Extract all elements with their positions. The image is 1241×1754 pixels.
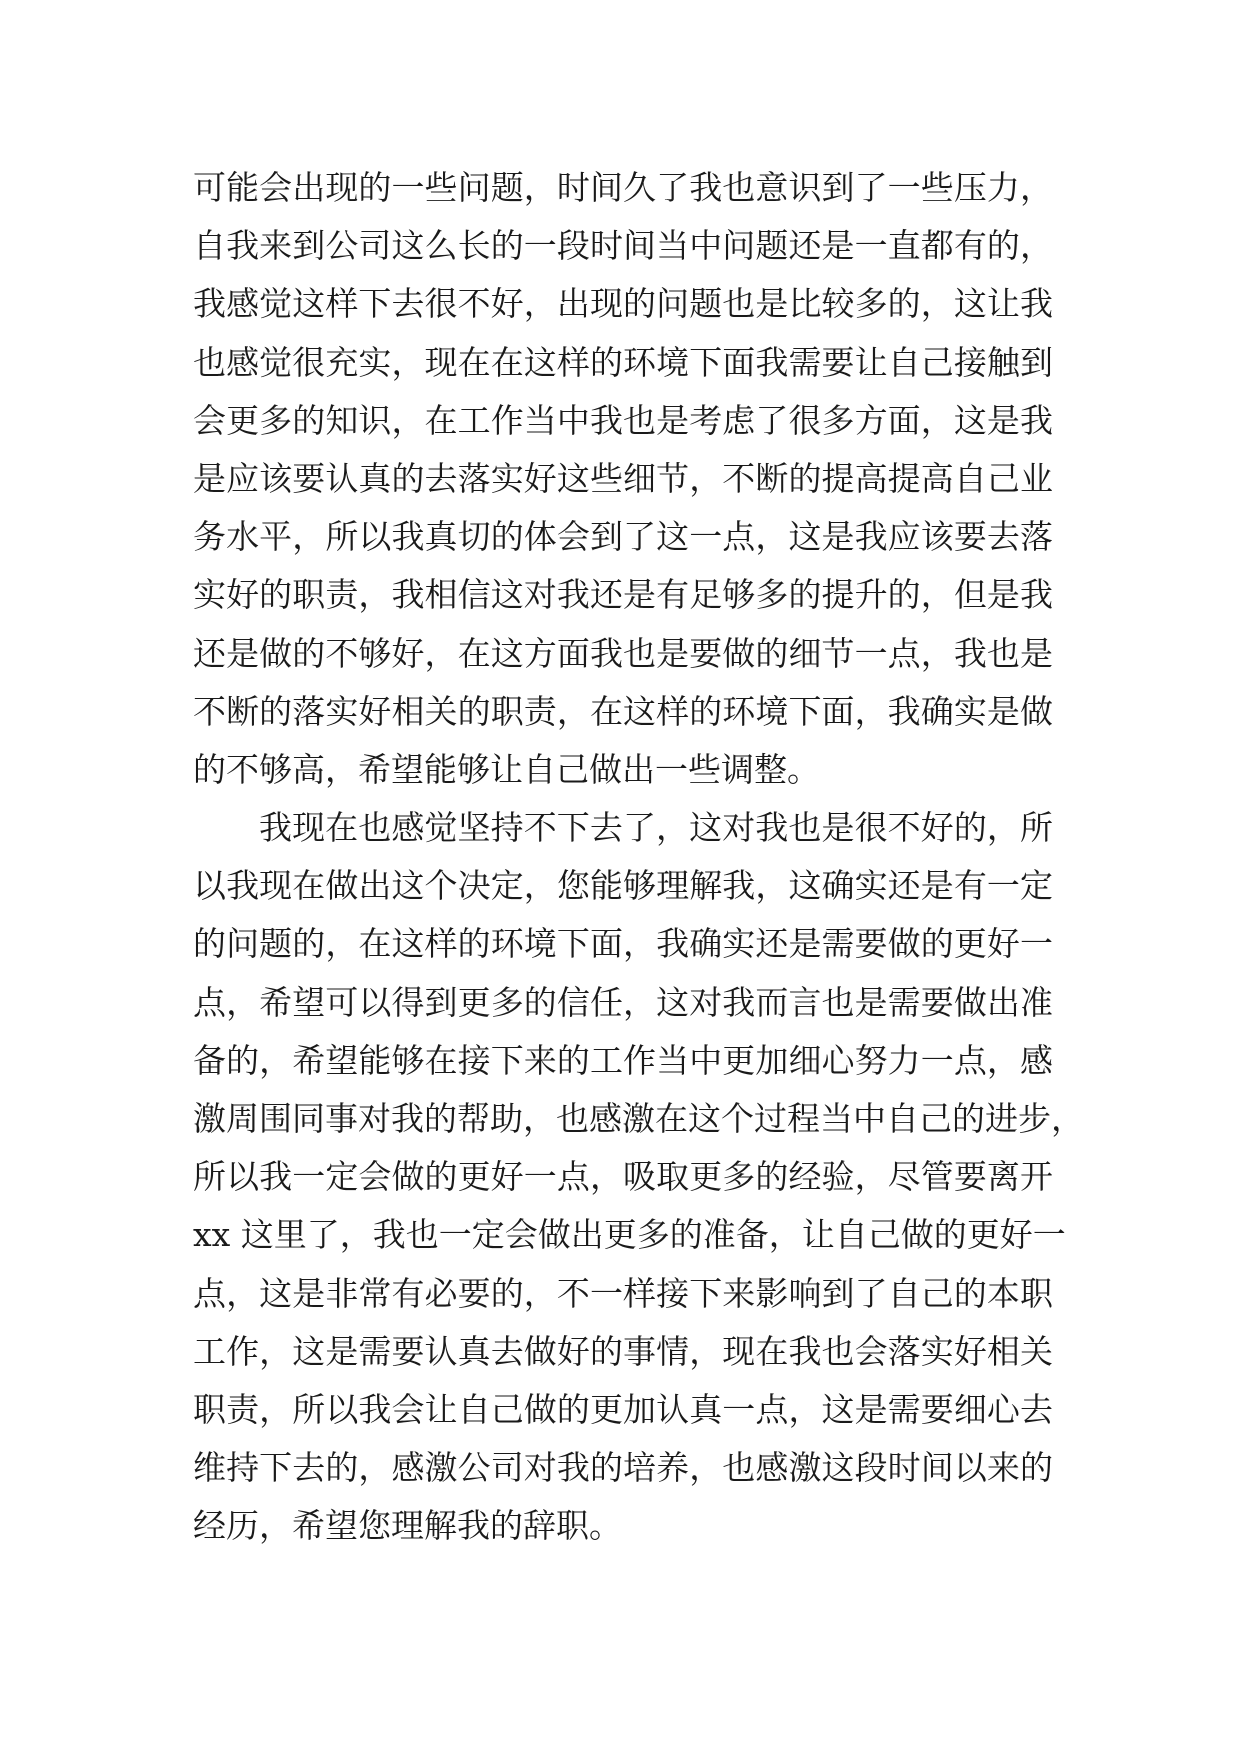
paragraph-1-line-5: 会更多的知识，在工作当中我也是考虑了很多方面，这是我	[193, 400, 1053, 440]
paragraph-2-line-6: 激周围同事对我的帮助，也感激在这个过程当中自己的进步，	[193, 1099, 1084, 1138]
paragraph-2-line-12: 维持下去的，感激公司对我的培养，也感激这段时间以来的	[193, 1448, 1053, 1488]
paragraph-1-line-8: 实好的职责，我相信这对我还是有足够多的提升的，但是我	[193, 575, 1053, 615]
paragraph-2-line-5: 备的，希望能够在接下来的工作当中更加细心努力一点，感	[193, 1040, 1053, 1080]
document-body	[193, 159, 1084, 1556]
paragraph-1-line-1: 可能会出现的一些问题，时间久了我也意识到了一些压力，	[193, 168, 1053, 207]
paragraph-2-line-13: 经历，希望您理解我的辞职。	[193, 1506, 622, 1546]
paragraph-1-line-11: 的不够高，希望能够让自己做出一些调整。	[193, 749, 820, 789]
paragraph-2-line-9: 点，这是非常有必要的，不一样接下来影响到了自己的本职	[193, 1273, 1053, 1313]
paragraph-2-line-8: xx 这里了，我也一定会做出更多的准备，让自己做的更好一	[193, 1215, 1066, 1255]
paragraph-2-line-2: 以我现在做出这个决定，您能够理解我，这确实还是有一定	[193, 866, 1053, 906]
paragraph-1-line-3: 我感觉这样下去很不好，出现的问题也是比较多的，这让我	[193, 284, 1053, 324]
paragraph-1-line-7: 务水平，所以我真切的体会到了这一点，这是我应该要去落	[193, 517, 1053, 557]
paragraph-1-line-10: 不断的落实好相关的职责，在这样的环境下面，我确实是做	[193, 691, 1053, 731]
paragraph-1-line-6: 是应该要认真的去落实好这些细节，不断的提高提高自己业	[193, 458, 1053, 498]
paragraph-2-line-11: 职责，所以我会让自己做的更加认真一点，这是需要细心去	[193, 1389, 1053, 1429]
paragraph-2-line-4: 点，希望可以得到更多的信任，这对我而言也是需要做出准	[193, 982, 1053, 1022]
paragraph-2-line-10: 工作，这是需要认真去做好的事情，现在我也会落实好相关	[193, 1331, 1053, 1371]
paragraph-1-line-2: 自我来到公司这么长的一段时间当中问题还是一直都有的，	[193, 226, 1053, 266]
paragraph-2-line-7: 所以我一定会做的更好一点，吸取更多的经验，尽管要离开	[193, 1157, 1053, 1197]
paragraph-1-line-9: 还是做的不够好，在这方面我也是要做的细节一点，我也是	[193, 633, 1053, 673]
paragraph-1-line-4: 也感觉很充实，现在在这样的环境下面我需要让自己接触到	[193, 342, 1053, 382]
paragraph-2-line-1: 我现在也感觉坚持不下去了，这对我也是很不好的，所	[259, 808, 1053, 848]
paragraph-2-line-3: 的问题的，在这样的环境下面，我确实还是需要做的更好一	[193, 924, 1053, 964]
